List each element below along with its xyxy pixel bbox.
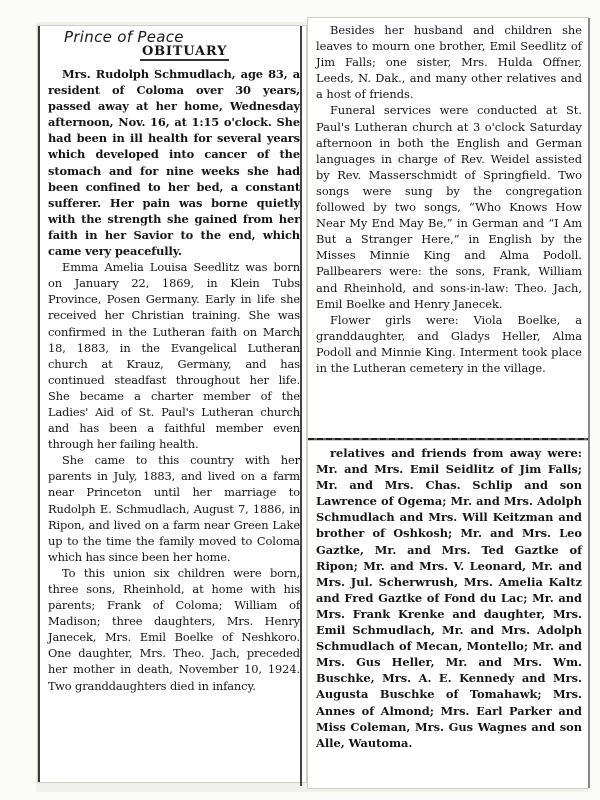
right-top-text xyxy=(316,22,582,376)
paragraph-immigration: She came to this country with her parents in July, 1883, and lived on a farm near Princeton until her marriage to Rudolph E. Schmudlach, August 7, 1886, in Ripon, and lived on a farm near Green Lake up to the time the family moved to Coloma which has since been her home. xyxy=(48,453,300,564)
right-bottom-text xyxy=(316,445,582,751)
paragraph-survivors: Besides her husband and children she leaves to mourn one brother, Emil Seedlitz of Jim Falls; one sister, Mrs. Hulda Offner, Leeds, N. Dak., and many other relatives and a host of friends. xyxy=(316,23,582,102)
paragraph-children: To this union six children were born, three sons, Rheinhold, at home with his parents; Frank of Coloma; William of Madison; three daughters, Mrs. Henry Janecek, Mrs. Emil Boelke of Neshkoro. One daughter, Mrs. Theo. Jach, preceded her mother in death, November 10, 1924. Two granddaughters died in infancy. xyxy=(48,565,300,693)
paragraph-birth: Emma Amelia Louisa Seedlitz was born on January 22, 1869, in Klein Tubs Province, Posen Germany. Early in life she received her Christian training. She was confirmed in the Lutheran faith on March 18, 1883, in the Evangelical Lutheran church at Krauz, Germany, and has continued steadfast throughout her life. She became a charter member of the Ladies' Aid of St. Paul's Lutheran church and has been a faithful member even through her failing health. xyxy=(48,260,300,452)
obituary-left-column xyxy=(38,26,306,782)
column-divider xyxy=(300,26,302,786)
handwritten-note: Prince of Peace xyxy=(64,28,184,46)
clipping-edge xyxy=(588,18,590,788)
obituary-heading: OBITUARY xyxy=(142,44,228,59)
paragraph-funeral: Funeral services were conducted at St. Paul's Lutheran church at 3 o'clock Saturday afternoon in both the English and German languages in charge of Rev. Weidel assisted by Rev. Masserschmidt of Springfield. Two songs were sung by the congregation followed by two songs, “Who Knows How Near My End May Be,” in German and “I Am But a Stranger Here,” in English by the Misses Minnie King and Alma Podoll. Pallbearers were: the sons, Frank, William and Rheinhold, and sons-in-law: Theo. Jach, Emil Boelke and Henry Janecek. xyxy=(316,103,582,311)
paragraph-flower-girls: Flower girls were: Viola Boelke, a granddaughter, and Gladys Heller, Alma Podoll and Minnie King. Interment took place in the Lutheran cemetery in the village. xyxy=(316,312,582,375)
lead-text: Mrs. Rudolph Schmudlach, age 83, a resident of Coloma over 30 years, passed away at her home, Wednesday afternoon, Nov. 16, at 1:15 o'clock. She had been in ill health for several years which developed into cancer of the stomach and for nine weeks she had been confined to her bed, a constant sufferer. Her pain was borne quietly with the strength she gained from her faith in her Savior to the end, which came very peacefully. xyxy=(48,67,300,259)
lead-paragraph xyxy=(48,66,300,694)
obituary-right-bottom-column xyxy=(308,441,588,788)
paragraph-relatives: relatives and friends from away were: Mr. and Mrs. Emil Seidlitz of Jim Falls; Mr. and Mrs. Chas. Schlip and son Lawrence of Ogema; Mr. and Mrs. Adolph Schmudlach and Mrs. Will Keitzman and brother of Oshkosh; Mr. and Mrs. Leo Gaztke, Mr. and Mrs. Ted Gaztke of Ripon; Mr. and Mrs. V. Leonard, Mr. and Mrs. Jul. Scherwrush, Mrs. Amelia Kaltz and Fred Gaztke of Fond du Lac; Mr. and Mrs. Frank Krenke and daughter, Mrs. Emil Schmudlach, Mr. and Mrs. Adolph Schmudlach of Mecan, Montello; Mr. and Mrs. Gus Heller, Mr. and Mrs. Wm. Buschke, Mrs. A. E. Kennedy and Mrs. Augusta Buschke of Tomahawk; Mrs. Annes of Almond; Mrs. Earl Parker and Miss Coleman, Mrs. Gus Wagnes and son Alle, Wautoma. xyxy=(316,446,582,750)
obituary-right-top-column xyxy=(308,18,588,441)
